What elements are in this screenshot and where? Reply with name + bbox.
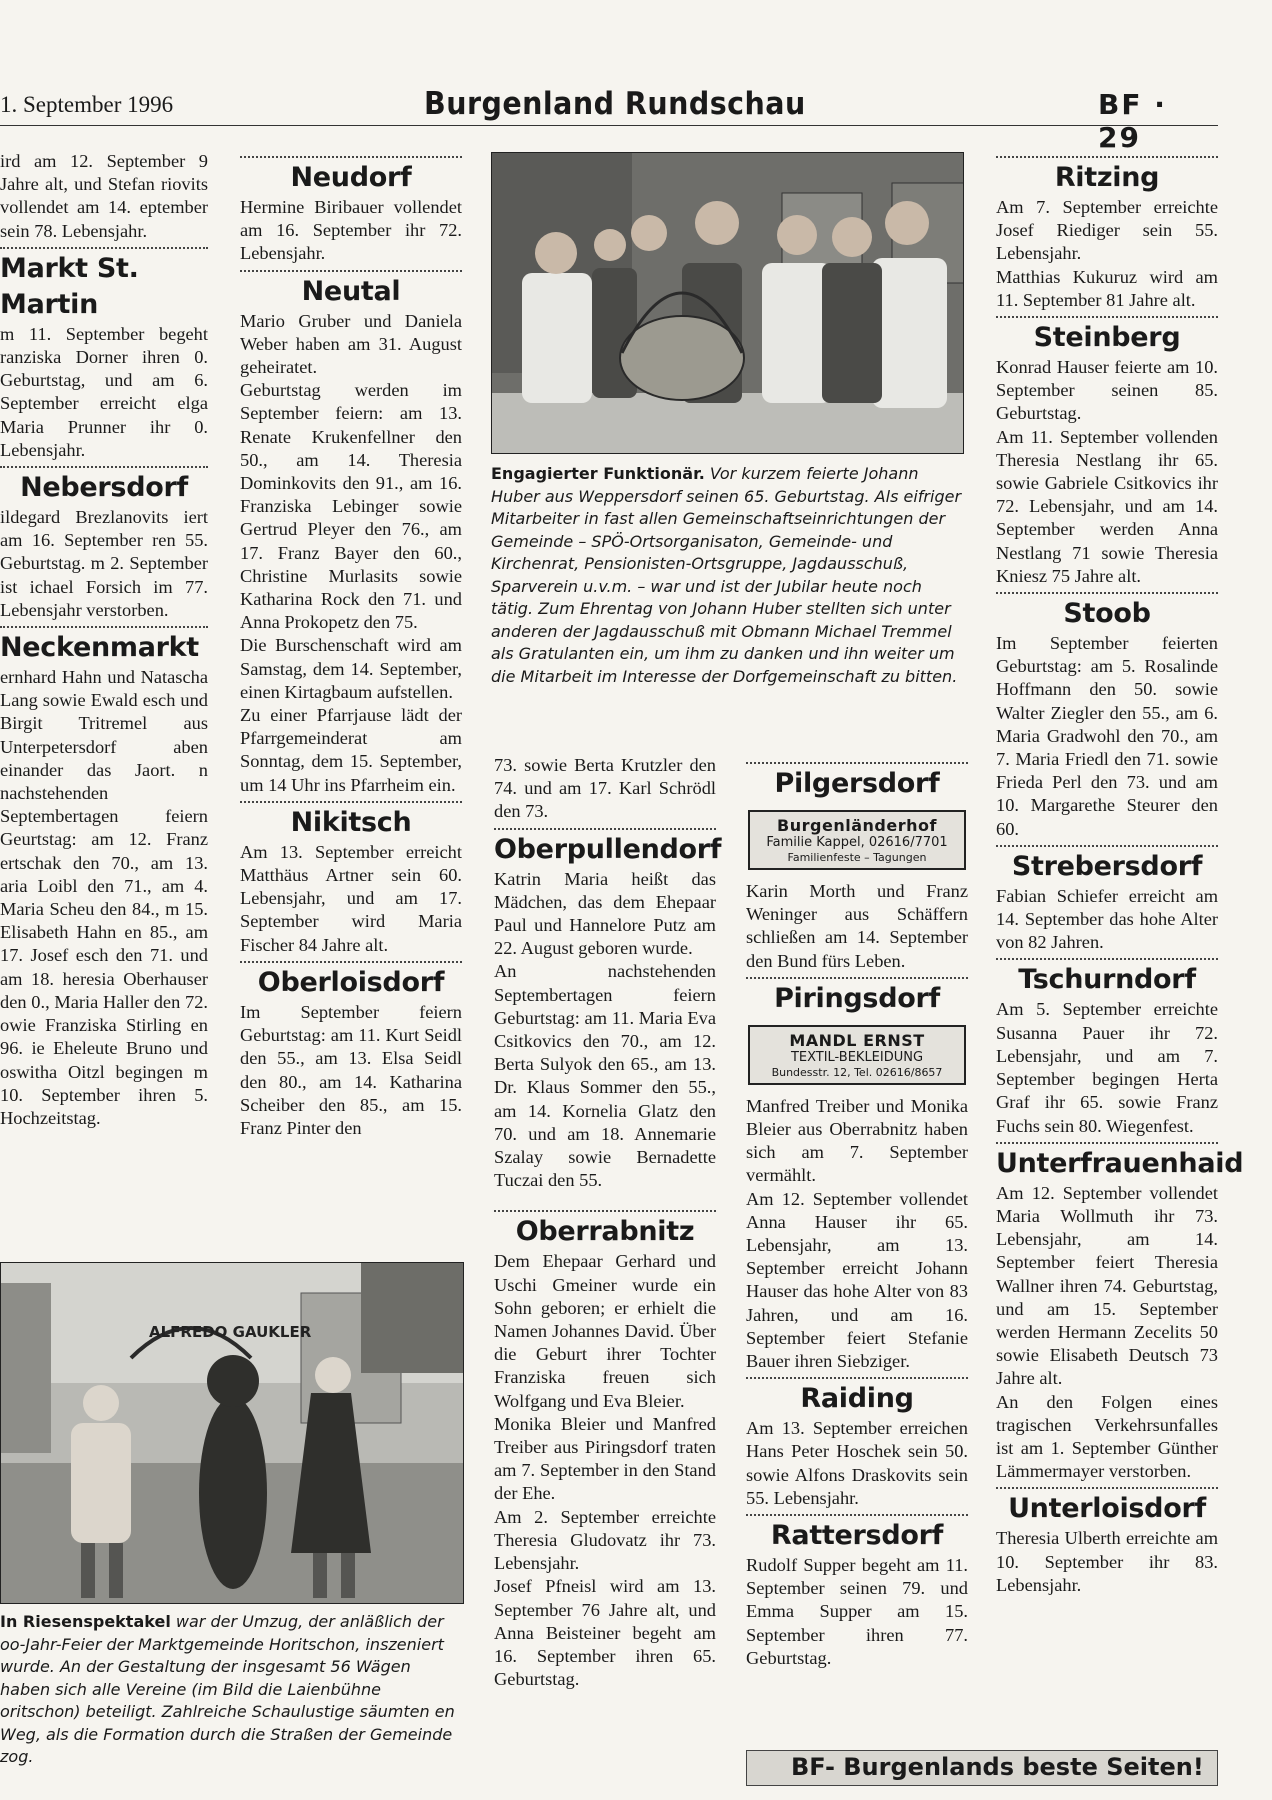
col2-p2: Mario Gruber und Daniela Weber haben am 31. August geheiratet. — [240, 310, 462, 378]
group-photo-caption — [491, 463, 964, 688]
parade-photo-image — [1, 1263, 464, 1604]
divider — [240, 156, 462, 158]
caption2-lead: In Riesenspektakel — [0, 1612, 171, 1631]
heading-nikitsch: Nikitsch — [290, 806, 412, 838]
divider — [746, 977, 968, 979]
col5-p8: Am 12. September vollendet Maria Wollmuth ihr 73. Lebensjahr, am 14. September feiert Theresia Wallner ihren 74. Geburtstag, und am 15. September werden Hermann Zecelits 50 sowie Elisabeth Deutsch 73 Jahre alt. — [996, 1182, 1218, 1389]
heading-rattersdorf: Rattersdorf — [770, 1520, 944, 1552]
col4-p3: Am 12. September vollendet Anna Hauser ihr 65. Lebensjahr, am 13. September erreicht Johann Hauser das hohe Alter von 83 Jahren, und am 16. September feiert Stefanie Bauer ihren Siebziger. — [746, 1188, 968, 1372]
heading-stoob: Stoob — [1063, 598, 1151, 630]
divider — [996, 958, 1218, 960]
col5-p7: Am 5. September erreichte Susanna Pauer ihr 72. Lebensjahr, und am 7. September begingen Herta Graf ihr 65. sowie Franz Fuchs sein 80. Wiegenfest. — [996, 999, 1218, 1136]
page-number: BF · 29 — [1098, 88, 1167, 154]
col3-p4: Dem Ehepaar Gerhard und Uschi Gmeiner wurde ein Sohn geboren; er erhielt die Namen Johannes David. Über die Geburt ihrer Tochter Franziska freuen sich Wolfgang und Eva Bleier. — [494, 1251, 716, 1411]
col4-p1: Karin Morth und Franz Weninger aus Schäffern schließen am 14. September den Bund fürs Leben. — [746, 881, 968, 971]
group-photo-image — [492, 153, 964, 454]
col5-p6: Fabian Schiefer erreicht am 14. September das hohe Alter von 82 Jahren. — [996, 885, 1218, 953]
divider — [746, 1377, 968, 1379]
divider — [494, 828, 716, 830]
ad-mandl-ernst — [748, 1025, 966, 1085]
heading-neudorf: Neudorf — [290, 162, 412, 193]
parade-photo-caption — [0, 1611, 464, 1769]
col2-p7: Im September feiern Geburtstag: am 11. Kurt Seidl den 55., am 13. Elsa Seidl den 80., am 14. Katharina Scheiber den 85., am 15. Franz Pinter den — [240, 1001, 462, 1138]
group-photo — [491, 152, 964, 454]
footer-slogan: BF- Burgenlands beste Seiten! — [746, 1750, 1218, 1786]
caption-text: Vor kurzem feierte Johann Huber aus Weppersdorf seinen 65. Geburtstag. Als eifriger Mitarbeiter in fast allen Gemeinschaftseinrichtungen der Gemeinde – SPÖ-Ortsorganisaton, Gemeinde- und Kirchenrat, Pensionisten-Ortsgruppe, Jagdausschuß, Sparverein u.v.m. – war und ist der Jubilar heute noch tätig. Zum Ehrentag von Johann Huber stellten sich unter anderen der Jagdausschuß mit Obmann Michael Tremmel als Gratulanten ein, um ihm zu danken und ihn weiter um die Mitarbeit im Interesse der Dorfgemeinschaft zu bitten. — [491, 464, 962, 686]
divider — [996, 316, 1218, 318]
col4-p4: Am 13. September erreichen Hans Peter Hoschek sein 50. sowie Alfons Draskovits sein 55. Lebensjahr. — [746, 1418, 968, 1508]
col1-p2: ildegard Brezlanovits iert am 16. September ren 55. Geburtstag. m 2. September ist ichael Forsich im 77. Lebensjahr verstorben. — [0, 507, 208, 620]
divider — [996, 1142, 1218, 1144]
col2-p4: Die Burschenschaft wird am Samstag, dem 14. September, einen Kirtagbaum aufstellen. — [240, 635, 462, 702]
ad1-contact: Familie Kappel, 02616/7701 — [766, 835, 948, 850]
heading-oberloisdorf: Oberloisdorf — [257, 966, 445, 998]
col5-p10: Theresia Ulberth erreichte am 10. September ihr 83. Lebensjahr. — [996, 1528, 1218, 1595]
page-header — [0, 84, 1218, 154]
heading-tschurndorf: Tschurndorf — [1018, 964, 1196, 996]
heading-nebersdorf: Nebersdorf — [20, 472, 188, 504]
heading-oberpullendorf: Oberpullendorf — [494, 833, 722, 865]
divider — [746, 1514, 968, 1516]
heading-neckenmarkt: Neckenmarkt — [0, 632, 199, 664]
divider — [240, 270, 462, 272]
col3-p7: Josef Pfneisl wird am 13. September 76 Jahre alt, und Anna Beisteiner begeht am 16. September ihren 65. Geburtstag. — [494, 1576, 716, 1690]
divider — [996, 845, 1218, 847]
col3-p5: Monika Bleier und Manfred Treiber aus Piringsdorf traten am 7. September in den Stand der Ehe. — [494, 1413, 716, 1504]
heading-unterloisdorf: Unterloisdorf — [1008, 1493, 1206, 1525]
heading-pilgersdorf: Pilgersdorf — [774, 768, 940, 799]
heading-ritzing: Ritzing — [1054, 162, 1160, 193]
column-1 — [0, 150, 208, 1130]
ad2-address: Bundesstr. 12, Tel. 02616/8657 — [771, 1065, 943, 1079]
heading-piringsdorf: Piringsdorf — [774, 982, 940, 1014]
ad1-name: Burgenländerhof — [777, 816, 937, 835]
divider — [996, 592, 1218, 594]
issue-date: 1. September 1996 — [0, 92, 174, 117]
col2-p3: Geburtstag werden im September feiern: am 13. Renate Krukenfellner den 50., am 14. Theresia Dominkovits den 91., am 16. Franziska Lebinger sowie Gertrud Pleyer den 76., am 17. Franz Bayer den 60., Christine Murlasits sowie Katharina Rock den 71. und Anna Prokopetz den 75. — [240, 380, 462, 633]
divider — [494, 1210, 716, 1212]
column-5 — [996, 150, 1244, 1597]
heading-steinberg: Steinberg — [1033, 322, 1181, 354]
heading-unterfrauenhaid: Unterfrauenhaid — [996, 1147, 1244, 1179]
col2-p1: Hermine Biribauer vollendet am 16. September ihr 72. Lebensjahr. — [240, 197, 462, 264]
col2-p6: Am 13. September erreicht Matthäus Artner sein 60. Lebensjahr, und am 17. September wird Maria Fischer 84 Jahre alt. — [240, 841, 462, 955]
col4-p2: Manfred Treiber und Monika Bleier aus Oberrabnitz haben sich am 7. September vermählt. — [746, 1095, 968, 1186]
parade-sign: ALFREDO GAUKLER — [149, 1323, 312, 1341]
caption2-text: war der Umzug, der anläßlich der oo-Jahr-Feier der Marktgemeinde Horitschon, inszeniert wurde. An der Gestaltung der insgesamt 56 Wägen haben sich alle Vereine (im Bild die Laienbühne oritschon) beteiligt. Zahlreiche Schaulustige säumten en Weg, als die Formation durch die Straßen der Gemeinde zog. — [0, 1612, 455, 1766]
col5-p3: Konrad Hauser feierte am 10. September seinen 85. Geburtstag. — [996, 357, 1218, 424]
heading-strebersdorf: Strebersdorf — [1011, 850, 1203, 882]
heading-oberrabnitz: Oberrabnitz — [515, 1216, 695, 1248]
ad-burgenlaenderhof — [748, 810, 966, 870]
heading-neutal: Neutal — [301, 275, 401, 307]
ad2-name: MANDL ERNST — [789, 1030, 925, 1050]
col1-p1: m 11. September begeht ranziska Dorner ihren 0. Geburtstag, und am 6. September erreicht elga Maria Prunner ihr 0. Lebensjahr. — [0, 323, 208, 460]
heading-raiding: Raiding — [800, 1383, 914, 1415]
col5-p1: Am 7. September erreichte Josef Riediger sein 55. Lebensjahr. — [996, 197, 1218, 264]
col3-p2: Katrin Maria heißt das Mädchen, das dem Ehepaar Paul und Hannelore Putz am 22. August geboren wurde. — [494, 868, 716, 959]
col2-p5: Zu einer Pfarrjause lädt der Pfarrgemeinderat am Sonntag, dem 15. September, um 14 Uhr ins Pfarrheim ein. — [240, 705, 462, 795]
col5-p5: Im September feierten Geburtstag: am 5. Rosalinde Hoffmann den 50. sowie Walter Ziegler den 55., am 6. Maria Gradwohl den 70., am 7. Maria Friedl den 71. sowie Frieda Perl den 73. und am 10. Margarethe Steurer den 60. — [996, 633, 1218, 839]
col3-p3: An nachstehenden Septembertagen feiern Geburtstag: am 11. Maria Eva Csitkovics den 70., am 12. Berta Sulyok den 65., am 13. Dr. Klaus Sommer den 55., am 14. Kornelia Glatz den 70. und am 18. Annemarie Szalay sowie Bernadette Tuczai den 55. — [494, 961, 716, 1191]
divider — [0, 466, 208, 468]
divider — [996, 1487, 1218, 1489]
col4-p5: Rudolf Supper begeht am 11. September seinen 79. und Emma Supper am 15. September ihren 77. Geburtstag. — [746, 1555, 968, 1668]
divider — [240, 961, 462, 963]
divider — [746, 762, 968, 764]
divider — [0, 626, 208, 628]
col5-p2: Matthias Kukuruz wird am 11. September 81 Jahre alt. — [996, 266, 1218, 310]
column-4 — [746, 754, 968, 1670]
col3-p1: 73. sowie Berta Krutzler den 74. und am 17. Karl Schrödl den 73. — [494, 755, 716, 822]
col1-intro: ird am 12. September 9 Jahre alt, und Stefan riovits vollendet am 14. eptember sein 78. Lebensjahr. — [0, 151, 208, 241]
parade-photo — [0, 1262, 464, 1604]
col5-p4: Am 11. September vollenden Theresia Nestlang ihr 65. sowie Gabriele Csitkovics ihr 72. Lebensjahr, und am 14. September werden Anna Nestlang 71 sowie Theresia Kniesz 75 Jahre alt. — [996, 426, 1218, 586]
divider — [240, 801, 462, 803]
ad1-tagline: Familienfeste – Tagungen — [787, 851, 927, 864]
divider — [996, 156, 1218, 158]
column-3 — [494, 754, 722, 1691]
col5-p9: An den Folgen eines tragischen Verkehrsunfalles ist am 1. September Günther Lämmermayer verstorben. — [996, 1391, 1218, 1482]
col3-p6: Am 2. September erreichte Theresia Gludovatz ihr 73. Lebensjahr. — [494, 1506, 716, 1574]
ad2-business: TEXTIL-BEKLEIDUNG — [790, 1049, 924, 1065]
column-2 — [240, 150, 462, 1140]
col1-p3: ernhard Hahn und Natascha Lang sowie Ewald esch und Birgit Tritremel aus Unterpetersdorf aben einander das Jaort. n nachstehenden Septembertagen feiern Geurtstag: am 12. Franz ertschak den 70., am 13. aria Loibl den 71., am 4. Maria Scheu den 84., m 15. Elisabeth Hahn en 85., am 17. Josef esch den 71. und am 18. heresia Oberhauser den 0., Maria Haller den 72. owie Franziska Stirling en 96. ie Eheleute Bruno und oswitha Oitzl begingen m 10. September ihren 5. Hochzeitstag. — [0, 667, 208, 1128]
divider — [0, 247, 208, 249]
caption-lead: Engagierter Funktionär. — [491, 464, 705, 483]
heading-markt-st-martin: Markt St. Martin — [0, 252, 139, 320]
newspaper-title: Burgenland Rundschau — [424, 86, 806, 122]
